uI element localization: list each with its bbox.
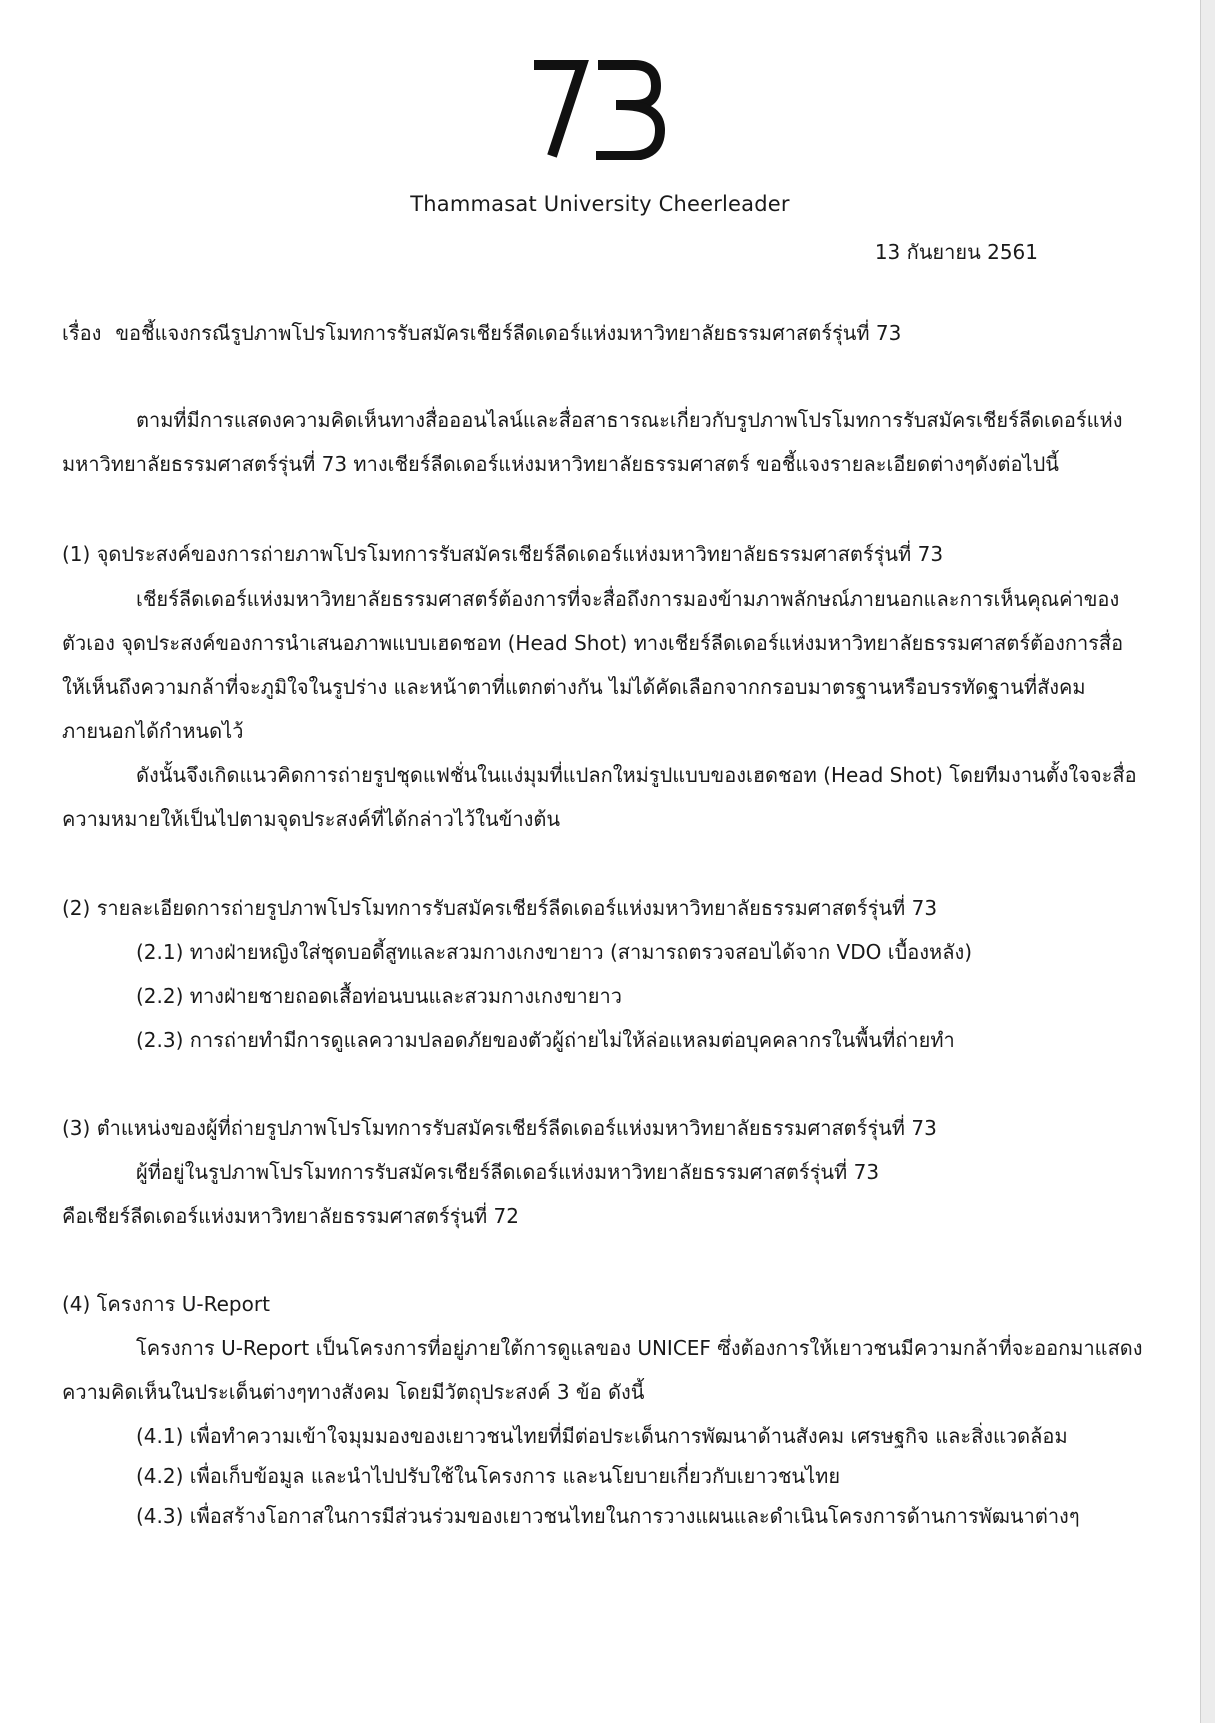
organization-name: Thammasat University Cheerleader <box>410 192 790 216</box>
section-1-line: ดังนั้นจึงเกิดแนวคิดการถ่ายรูปชุดแฟชั่นในแง่มุมที่แปลกใหม่รูปแบบของเฮดชอท (Head Shot) โดยทีมงานตั้งใจจะสื่อ <box>136 763 1137 787</box>
section-4-line: โครงการ U-Report เป็นโครงการที่อยู่ภายใต้การดูแลของ UNICEF ซึ่งต้องการให้เยาวชนมีความกล้าที่จะออกมาแสดง <box>136 1336 1143 1360</box>
section-1-line: ให้เห็นถึงความกล้าที่จะภูมิใจในรูปร่าง และหน้าตาที่แตกต่างกัน ไม่ได้คัดเลือกจากกรอบมาตรฐานหรือบรรทัดฐานที่สังคม <box>62 675 1086 699</box>
intro-line: ตามที่มีการแสดงความคิดเห็นทางสื่อออนไลน์และสื่อสาธารณะเกี่ยวกับรูปภาพโปรโมทการรับสมัครเชียร์ลีดเดอร์แห่ง <box>136 408 1123 432</box>
subject-text: ขอชี้แจงกรณีรูปภาพโปรโมทการรับสมัครเชียร์ลีดเดอร์แห่งมหาวิทยาลัยธรรมศาสตร์รุ่นที่ 73 <box>115 321 902 345</box>
subject-line <box>62 318 1144 348</box>
section-2-item: (2.1) ทางฝ่ายหญิงใส่ชุดบอดี้สูทและสวมกางเกงขายาว (สามารถตรวจสอบได้จาก VDO เบื้องหลัง) <box>136 940 973 964</box>
section-1-heading: (1) จุดประสงค์ของการถ่ายภาพโปรโมทการรับสมัครเชียร์ลีดเดอร์แห่งมหาวิทยาลัยธรรมศาสตร์รุ่นที่ 73 <box>62 542 944 566</box>
section-4-line: ความคิดเห็นในประเด็นต่างๆทางสังคม โดยมีวัตถุประสงค์ 3 ข้อ ดังนี้ <box>62 1380 645 1404</box>
document-date: 13 กันยายน 2561 <box>874 240 1038 264</box>
section-3-heading: (3) ตำแหน่งของผู้ที่ถ่ายรูปภาพโปรโมทการรับสมัครเชียร์ลีดเดอร์แห่งมหาวิทยาลัยธรรมศาสตร์รุ่นที่ 73 <box>62 1116 937 1140</box>
logo-73 <box>530 56 670 160</box>
section-2-item: (2.3) การถ่ายทำมีการดูแลความปลอดภัยของตัวผู้ถ่ายไม่ให้ล่อแหลมต่อบุคคลากรในพื้นที่ถ่ายทำ <box>136 1028 955 1052</box>
section-4-item: (4.2) เพื่อเก็บข้อมูล และนำไปปรับใช้ในโครงการ และนโยบายเกี่ยวกับเยาวชนไทย <box>136 1464 841 1488</box>
section-1-line: ตัวเอง จุดประสงค์ของการนำเสนอภาพแบบเฮดชอท (Head Shot) ทางเชียร์ลีดเดอร์แห่งมหาวิทยาลัยธรรมศาสตร์ต้องการสื่อ <box>62 631 1124 655</box>
section-3-line: ผู้ที่อยู่ในรูปภาพโปรโมทการรับสมัครเชียร์ลีดเดอร์แห่งมหาวิทยาลัยธรรมศาสตร์รุ่นที่ 73 <box>136 1160 880 1184</box>
section-2-item: (2.2) ทางฝ่ายชายถอดเสื้อท่อนบนและสวมกางเกงขายาว <box>136 984 622 1008</box>
section-4-heading: (4) โครงการ U-Report <box>62 1292 270 1316</box>
subject-label: เรื่อง <box>62 321 102 345</box>
section-1-line: เชียร์ลีดเดอร์แห่งมหาวิทยาลัยธรรมศาสตร์ต้องการที่จะสื่อถึงการมองข้ามภาพลักษณ์ภายนอกและการเห็นคุณค่าของ <box>136 587 1120 611</box>
intro-line: มหาวิทยาลัยธรรมศาสตร์รุ่นที่ 73 ทางเชียร์ลีดเดอร์แห่งมหาวิทยาลัยธรรมศาสตร์ ขอชี้แจงรายละเอียดต่างๆดังต่อไปนี้ <box>62 452 1059 476</box>
section-3-line: คือเชียร์ลีดเดอร์แห่งมหาวิทยาลัยธรรมศาสตร์รุ่นที่ 72 <box>62 1204 520 1228</box>
section-2-heading: (2) รายละเอียดการถ่ายรูปภาพโปรโมทการรับสมัครเชียร์ลีดเดอร์แห่งมหาวิทยาลัยธรรมศาสตร์รุ่นที่ 73 <box>62 896 938 920</box>
section-4-item: (4.3) เพื่อสร้างโอกาสในการมีส่วนร่วมของเยาวชนไทยในการวางแผนและดำเนินโครงการด้านการพัฒนาต่างๆ <box>136 1504 1080 1528</box>
section-4-item: (4.1) เพื่อทำความเข้าใจมุมมองของเยาวชนไทยที่มีต่อประเด็นการพัฒนาด้านสังคม เศรษฐกิจ และสิ่งแวดล้อม <box>136 1424 1068 1448</box>
section-1-line: ภายนอกได้กำหนดไว้ <box>62 719 244 743</box>
section-1-line: ความหมายให้เป็นไปตามจุดประสงค์ที่ได้กล่าวไว้ในข้างต้น <box>62 807 560 831</box>
